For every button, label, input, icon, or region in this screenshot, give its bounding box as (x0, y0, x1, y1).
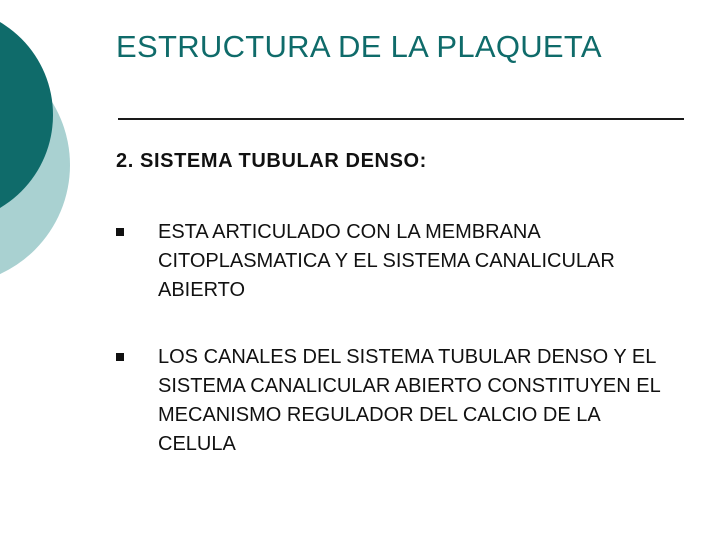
decorative-circles (0, 0, 120, 300)
square-bullet-icon (116, 353, 124, 361)
bullet-item (116, 218, 676, 305)
bullet-item (116, 343, 676, 459)
section-subtitle: 2. SISTEMA TUBULAR DENSO: (116, 150, 427, 172)
title-divider (118, 118, 684, 120)
bullet-text: LOS CANALES DEL SISTEMA TUBULAR DENSO Y EL SISTEMA CANALICULAR ABIERTO CONSTITUYEN EL MECANISMO REGULADOR DEL CALCIO DE LA CELULA (158, 346, 660, 455)
bullet-text: ESTA ARTICULADO CON LA MEMBRANA CITOPLASMATICA Y EL SISTEMA CANALICULAR ABIERTO (158, 221, 615, 301)
slide-title: ESTRUCTURA DE LA PLAQUETA (116, 29, 602, 64)
bullet-list (116, 218, 676, 497)
square-bullet-icon (116, 228, 124, 236)
